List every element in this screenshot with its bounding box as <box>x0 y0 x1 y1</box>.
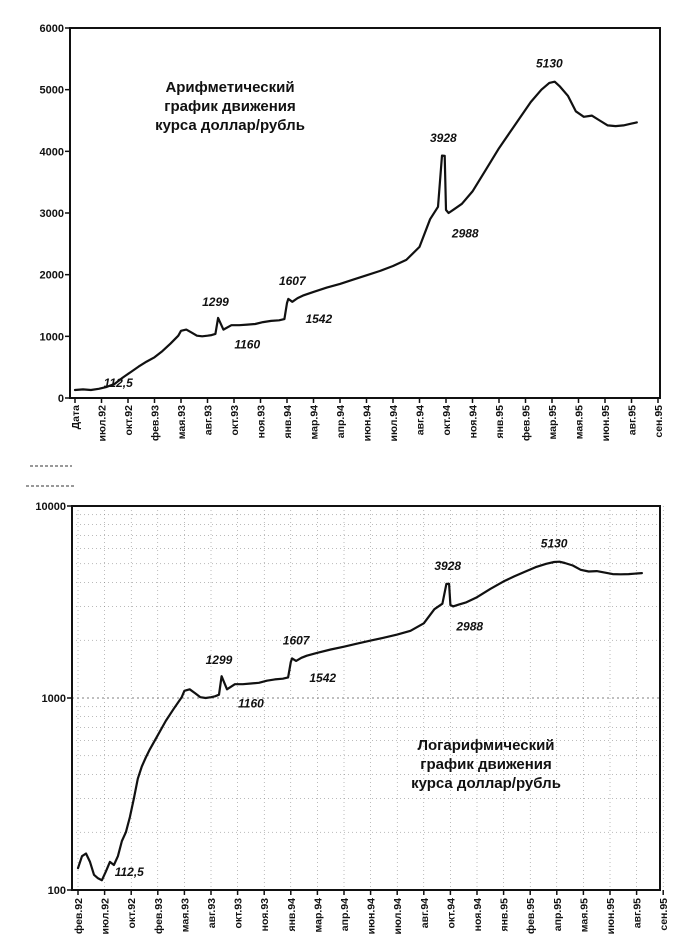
annotation-label: 2988 <box>451 226 479 241</box>
annotation-label: 3928 <box>434 558 462 573</box>
x-tick-label: апр.94 <box>335 405 347 439</box>
y-tick-label: 6000 <box>39 23 64 35</box>
y-tick-label: 2000 <box>39 269 64 282</box>
annotation-label: 1299 <box>205 653 233 668</box>
x-tick-label: авг.93 <box>206 898 218 929</box>
x-tick-label: авг.93 <box>202 405 215 436</box>
y-tick-label: 4000 <box>39 146 64 159</box>
y-tick-label: 100 <box>47 885 66 897</box>
x-tick-label: мая.95 <box>578 898 591 933</box>
chart-title-line: график движения <box>164 98 296 115</box>
x-tick-label: июл.92 <box>96 405 109 442</box>
annotation-label: 1299 <box>202 294 229 309</box>
x-tick-label: окт.93 <box>232 898 245 929</box>
annotation-label: 1542 <box>309 670 337 685</box>
grid <box>72 506 663 890</box>
y-tick-label: 1000 <box>41 693 66 705</box>
annotation-label: 112,5 <box>103 376 133 391</box>
x-tick-label: мар.95 <box>547 405 559 440</box>
x-tick-label: июн.94 <box>365 898 378 935</box>
y-tick-label: 10000 <box>35 501 66 513</box>
x-tick-label: сен.95 <box>658 898 671 931</box>
annotation-label: 5130 <box>535 56 563 71</box>
x-tick-label: июн.94 <box>361 405 374 442</box>
x-tick-label: окт.92 <box>123 405 135 436</box>
annotation-label: 2988 <box>456 619 484 634</box>
logarithmic-chart <box>35 501 670 934</box>
x-tick-label: июн.95 <box>600 405 612 442</box>
y-tick-label: 0 <box>57 393 64 405</box>
x-tick-label: июн.95 <box>605 898 617 935</box>
chart-title-line: курса доллар/рубль <box>411 775 561 792</box>
x-tick-label: фев.95 <box>525 898 538 934</box>
x-tick-label: фев.93 <box>152 898 165 934</box>
x-tick-label: ноя.94 <box>472 898 484 932</box>
x-tick-label: фев.95 <box>520 405 533 441</box>
annotation-label: 1160 <box>237 696 264 711</box>
x-tick-label: окт.93 <box>229 405 241 436</box>
annotation-label: 1160 <box>234 337 261 352</box>
chart-title-line: курса доллар/рубль <box>155 117 305 134</box>
x-tick-label: апр.95 <box>551 898 564 932</box>
y-tick-label: 5000 <box>39 84 64 97</box>
x-tick-label: янв.95 <box>498 898 511 932</box>
x-tick-label: июл.94 <box>388 405 400 442</box>
x-tick-label: окт.94 <box>441 405 453 436</box>
x-tick-label: мар.94 <box>312 898 325 933</box>
x-tick-label: апр.94 <box>339 898 351 932</box>
annotation-label: 3928 <box>429 130 457 145</box>
x-tick-label: ноя.93 <box>259 898 272 932</box>
x-tick-label: фев.93 <box>149 405 162 441</box>
x-tick-label: авг.94 <box>418 898 431 929</box>
x-tick-label: мая.93 <box>179 898 192 933</box>
x-tick-label: авг.95 <box>631 898 644 929</box>
annotation-label: 1607 <box>278 273 306 288</box>
x-tick-label: мар.94 <box>308 405 321 440</box>
annotation-label: 1607 <box>282 633 310 648</box>
x-tick-label: июл.94 <box>392 898 405 935</box>
x-tick-label: июл.92 <box>99 898 112 935</box>
x-tick-label: янв.94 <box>282 405 294 439</box>
x-tick-label: авг.94 <box>414 405 427 436</box>
x-tick-label: янв.95 <box>494 405 506 439</box>
x-tick-label: окт.94 <box>445 898 458 929</box>
x-tick-label: ноя.93 <box>255 405 268 439</box>
chart-title-line: Арифметический <box>165 79 295 96</box>
x-tick-label: ноя.94 <box>467 405 480 439</box>
x-tick-label: фев.92 <box>73 898 85 934</box>
x-tick-label: окт.92 <box>126 898 139 929</box>
chart-title-line: Логарифмический <box>417 737 555 754</box>
x-tick-label: мая.93 <box>176 405 188 440</box>
annotation-label: 112,5 <box>114 865 144 880</box>
chart-title-line: график движения <box>420 756 552 773</box>
series-line-usd-rub <box>78 562 642 881</box>
x-tick-label: Дата <box>70 405 82 430</box>
x-tick-label: мая.95 <box>573 405 586 440</box>
x-tick-label: авг.95 <box>626 405 639 436</box>
plot-frame <box>70 28 660 398</box>
x-tick-label: янв.94 <box>285 898 298 932</box>
annotation-label: 1542 <box>305 311 333 326</box>
annotation-label: 5130 <box>540 536 568 551</box>
y-tick-label: 3000 <box>39 208 64 220</box>
x-tick-label: сен.95 <box>653 405 665 438</box>
y-tick-label: 1000 <box>39 331 64 344</box>
arithmetic-chart <box>40 23 665 441</box>
